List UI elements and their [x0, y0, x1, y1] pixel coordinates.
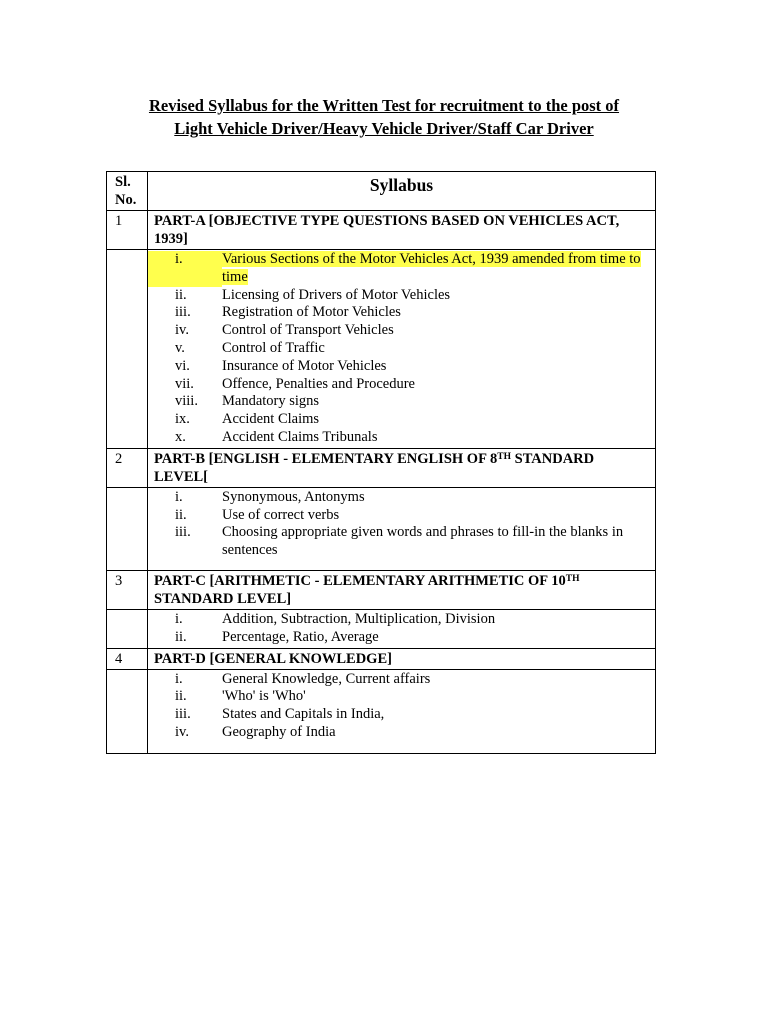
item-numeral: i. — [175, 488, 183, 505]
item-text: Accident Claims — [222, 411, 320, 428]
list-item — [148, 724, 655, 742]
header-sl-text: Sl. No. — [115, 174, 137, 208]
item-numeral: i. — [175, 610, 183, 627]
list-item — [148, 251, 655, 287]
item-text: States and Capitals in India, — [222, 706, 385, 723]
list-item — [148, 611, 655, 629]
list-item — [148, 688, 655, 706]
part-heading-row — [107, 211, 656, 250]
item-text-wrap — [222, 429, 655, 447]
item-text-wrap — [222, 322, 655, 340]
item-text-wrap — [222, 524, 655, 560]
list-item — [148, 340, 655, 358]
item-numeral: v. — [175, 339, 185, 356]
item-text-wrap — [222, 671, 655, 689]
part-items-row — [107, 609, 656, 648]
item-numeral: ii. — [175, 628, 187, 645]
title-line-1: Revised Syllabus for the Written Test for recruitment to the post of — [148, 96, 620, 115]
part-items-row — [107, 487, 656, 570]
list-item — [148, 393, 655, 411]
item-text-wrap — [222, 724, 655, 742]
item-text-wrap — [222, 287, 655, 305]
document-title — [0, 94, 768, 140]
item-text-wrap — [222, 507, 655, 525]
part-number: 4 — [107, 648, 148, 669]
part-heading-row — [107, 570, 656, 609]
item-text-wrap — [222, 358, 655, 376]
item-text-wrap — [222, 251, 655, 287]
empty-sl-cell — [107, 609, 148, 648]
header-sl-no — [107, 172, 148, 211]
item-text: Addition, Subtraction, Multiplication, Division — [222, 610, 496, 627]
item-numeral: iv. — [175, 723, 189, 740]
item-numeral: vi. — [175, 357, 190, 374]
part-heading-text-rest: STANDARD LEVEL] — [154, 590, 292, 607]
item-numeral: i. — [148, 251, 222, 287]
item-text: Synonymous, Antonyms — [222, 488, 365, 505]
part-items-row — [107, 250, 656, 449]
ordinal-superscript: TH — [497, 451, 512, 462]
list-item — [148, 411, 655, 429]
item-numeral: viii. — [175, 393, 198, 410]
item-text: Use of correct verbs — [222, 506, 340, 523]
item-text-wrap — [222, 411, 655, 429]
list-item — [148, 376, 655, 394]
part-heading-row — [107, 448, 656, 487]
part-heading-text: PART-D [GENERAL KNOWLEDGE] — [154, 650, 392, 667]
item-text: Geography of India — [222, 723, 336, 740]
item-text-wrap — [222, 376, 655, 394]
item-text: Control of Transport Vehicles — [222, 322, 394, 339]
item-text-wrap — [222, 489, 655, 507]
item-text: Accident Claims Tribunals — [222, 428, 378, 445]
syllabus-item-list — [148, 609, 656, 648]
item-numeral: iii. — [175, 706, 191, 723]
item-text: Licensing of Drivers of Motor Vehicles — [222, 286, 451, 303]
item-numeral: ii. — [175, 506, 187, 523]
list-item — [148, 489, 655, 507]
list-item — [148, 706, 655, 724]
syllabus-item-list — [148, 487, 656, 570]
item-text-wrap — [222, 706, 655, 724]
item-text-wrap — [222, 611, 655, 629]
item-numeral: iii. — [175, 304, 191, 321]
part-number: 3 — [107, 570, 148, 609]
item-text: Various Sections of the Motor Vehicles Act, 1939 amended from time to time — [222, 251, 641, 285]
item-text: Percentage, Ratio, Average — [222, 628, 379, 645]
item-numeral: ii. — [175, 688, 187, 705]
part-heading — [148, 648, 656, 669]
list-item — [148, 287, 655, 305]
list-item — [148, 322, 655, 340]
list-item — [148, 629, 655, 647]
part-heading — [148, 211, 656, 250]
list-item — [148, 304, 655, 322]
item-text: Offence, Penalties and Procedure — [222, 375, 415, 392]
ordinal-superscript: TH — [565, 573, 580, 584]
item-text: Registration of Motor Vehicles — [222, 304, 401, 321]
item-text-wrap — [222, 304, 655, 322]
part-items-row — [107, 669, 656, 753]
table-header-row — [107, 172, 656, 211]
item-numeral: iv. — [175, 322, 189, 339]
syllabus-item-list — [148, 669, 656, 753]
item-text: Insurance of Motor Vehicles — [222, 357, 387, 374]
item-text: Choosing appropriate given words and phrases to fill-in the blanks in sentences — [222, 524, 624, 559]
part-heading — [148, 448, 656, 487]
item-text: Mandatory signs — [222, 393, 320, 410]
item-text: Control of Traffic — [222, 339, 325, 356]
header-syllabus: Syllabus — [148, 172, 656, 211]
part-heading-row — [107, 648, 656, 669]
title-line-2: Light Vehicle Driver/Heavy Vehicle Driver/Staff Car Driver — [174, 119, 594, 138]
list-item — [148, 507, 655, 525]
part-heading-text: PART-C [ARITHMETIC - ELEMENTARY ARITHMETIC OF 10 — [154, 572, 566, 589]
item-text-wrap — [222, 688, 655, 706]
empty-sl-cell — [107, 250, 148, 449]
part-number: 2 — [107, 448, 148, 487]
item-numeral: iii. — [175, 524, 191, 541]
list-item — [148, 358, 655, 376]
list-item — [148, 429, 655, 447]
empty-sl-cell — [107, 669, 148, 753]
part-heading-text: PART-B [ENGLISH - ELEMENTARY ENGLISH OF 8 — [154, 450, 498, 467]
part-heading-text: PART-A [OBJECTIVE TYPE QUESTIONS BASED ON VEHICLES ACT, 1939] — [154, 213, 620, 247]
syllabus-table — [106, 171, 656, 754]
list-item — [148, 671, 655, 689]
item-numeral: x. — [175, 428, 186, 445]
empty-sl-cell — [107, 487, 148, 570]
item-numeral: ii. — [175, 286, 187, 303]
item-text: 'Who' is 'Who' — [222, 688, 306, 705]
list-item — [148, 524, 655, 560]
item-text-wrap — [222, 393, 655, 411]
item-numeral: ix. — [175, 411, 190, 428]
syllabus-item-list — [148, 250, 656, 449]
part-number: 1 — [107, 211, 148, 250]
item-text-wrap — [222, 340, 655, 358]
part-heading — [148, 570, 656, 609]
part-heading-text-rest: STANDARD LEVEL[ — [154, 450, 595, 485]
item-text-wrap — [222, 629, 655, 647]
item-numeral: i. — [175, 670, 183, 687]
item-text: General Knowledge, Current affairs — [222, 670, 431, 687]
item-numeral: vii. — [175, 375, 194, 392]
